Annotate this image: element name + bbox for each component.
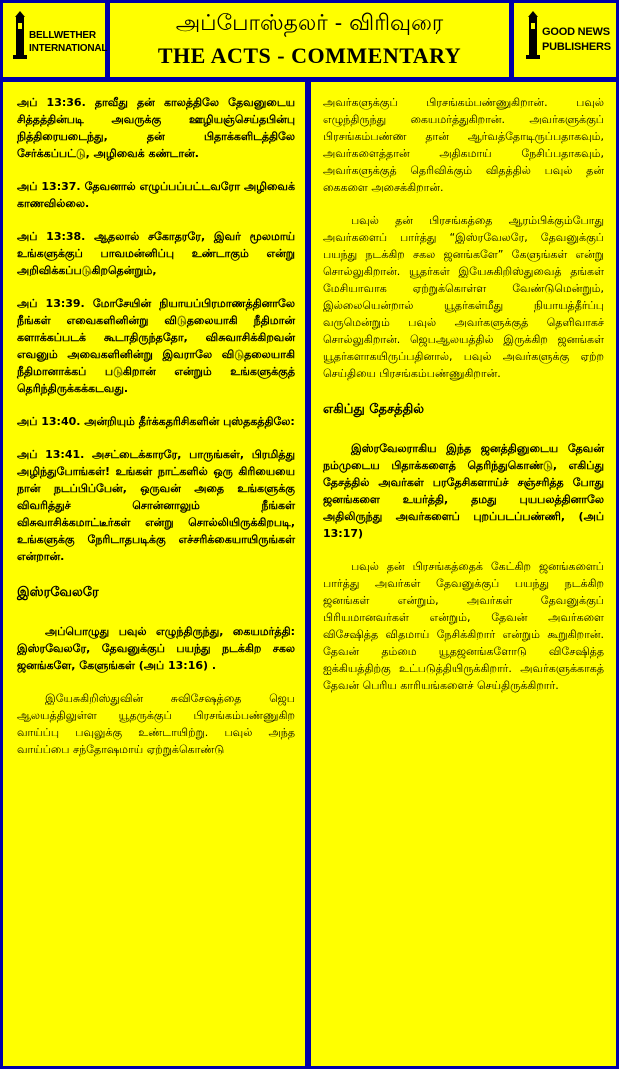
commentary-paragraph: பவுல் தன் பிரசங்கத்தை ஆரம்பிக்கும்போது அவர்களைப் பார்த்து “இஸ்ரவேலரே, தேவனுக்குப் பயந்து நடக்கிற சகல ஜனங்களே” கேளுங்கள் என்று சொல்லுகிறான். யூதர்கள் இயேசுகிறிஸ்துவைத் தங்கள் மேசியாவாக ஏற்றுக்கொள்ள வேண்டுமென்றும், இல்லையென்றால் யூதர்கள்மீது நியாயத்தீர்ப்பு வருமென்றும் பவுல் அவர்களுக்குத் தெளிவாகச் சொல்லுகிறான். ஜெபஆலயத்தில் இருக்கிற ஜனங்கள் யூதர்களாகயிருப்பதினால், பவுல் அவர்களுக்கு ஏற்ற செய்தியை பிரசங்கம்பண்ணுகிறான். [323,214,604,380]
left-column [3,82,305,1066]
left-logo-line2: INTERNATIONAL [29,43,108,54]
title-english: THE ACTS - COMMENTARY [157,43,462,68]
title-tamil: அப்போஸ்தலர் - விரிவுரை [175,11,444,36]
verse-13-38: அப் 13:38. ஆதலால் சகோதரரே, இவர் மூலமாய் உங்களுக்குப் பாவமன்னிப்பு உண்டாகும் என்று அறிவிக்கப்படுகிறதென்றும், [17,230,295,277]
title-banner [110,3,509,77]
good-news-logo [514,3,616,77]
verse-13-16-quote: அப்பொழுது பவுல் எழுந்திருந்து, கையமர்த்தி: இஸ்ரவேலரே, தேவனுக்குப் பயந்து நடக்கிற சகல ஜனங்களே, கேளுங்கள் (அப் 13:16) . [17,625,295,672]
right-column [311,82,616,1066]
commentary-paragraph: அவர்களுக்குப் பிரசங்கம்பண்ணுகிறான். பவுல் எழுந்திருந்து கையமர்த்துகிறான். அவர்களுக்குப் பிரசங்கம்பண்ண தான் ஆர்வத்தோடிருப்பதாகவும், அவர்களைத்தான் அதிகமாய் நேசிப்பதாகவும், அவர்களுக்குத் தெரிவிக்கும் விதத்தில் பவுல் தன் கைகளை அசைக்கிறான். [323,96,604,194]
verse-13-41: அப் 13:41. அசட்டைக்காரரே, பாருங்கள், பிரமித்து அழிந்துபோங்கள்! உங்கள் நாட்களில் ஒரு கிரியையை நான் நடப்பிப்பேன், ஒருவன் அதை உங்களுக்கு விவரித்துச் சொன்னாலும் நீங்கள் விசுவாசிக்கமாட்டீர்கள் என்று சொல்லியிருக்கிறபடி, உங்களுக்கு நேரிடாதபடிக்கு எச்சரிக்கையாயிருங்கள் என்றான். [17,448,295,563]
section-heading-egypt: எகிப்து தேசத்தில் [323,402,425,417]
right-logo-line1: GOOD NEWS [542,26,610,38]
bellwether-logo [3,3,108,77]
verse-13-40: அப் 13:40. அன்றியும் தீர்க்கதரிசிகளின் புஸ்தகத்திலே: [17,415,295,428]
verse-13-39: அப் 13:39. மோசேயின் நியாயப்பிரமாணத்தினாலே நீங்கள் எவைகளினின்று விடுதலையாகி நீதிமான் களாக்கப்படக் கூடாதிருந்ததோ, விசுவாசிக்கிறவன் எவனும் அவைகளினின்று இவராலே விடுதலையாகி நீதிமானாக்கப் படுகிறான் என்றும் உங்களுக்குத் தெரிந்திருக்கக்கடவது. [17,297,295,395]
verse-13-36: அப் 13:36. தாவீது தன் காலத்திலே தேவனுடைய சித்தத்தின்படி அவருக்கு ஊழியஞ்செய்தபின்பு நித்திரையடைந்து, தன் பிதாக்களிடத்திலே சேர்க்கப்பட்டு, அழிவைக் கண்டான். [17,96,295,160]
verse-13-17-quote: இஸ்ரவேலராகிய இந்த ஜனத்தினுடைய தேவன் நம்முடைய பிதாக்களைத் தெரிந்துகொண்டு, எகிப்து தேசத்தில் அவர்கள் பரதேசிகளாய்ச் சஞ்சரித்த போது ஜனங்களை உயர்த்தி, தமது புயபலத்தினாலே அதிலிருந்து அவர்களைப் புறப்படப்பண்ணி, (அப் 13:17) [323,442,604,540]
right-logo-line2: PUBLISHERS [542,41,611,53]
commentary-paragraph: பவுல் தன் பிரசங்கத்தைக் கேட்கிற ஜனங்களைப் பார்த்து அவர்கள் தேவனுக்குப் பயந்து நடக்கிற ஜனங்கள் என்றும், அவர்கள் தேவனுக்குப் பிரியமானவர்கள் என்றும், தேவன் அவர்களை விசேஷித்த விதமாய் நேசிக்கிறார் என்றும் கூறுகிறான். தேவன் தம்மை யூதஜனங்களோடு விசேஷித்த ஐக்கியத்திற்கு உட்படுத்தியிருக்கிறார். அவர்களுக்காகத் தேவன் பெரிய காரியங்களைச் செய்திருக்கிறார். [323,560,604,692]
commentary-paragraph: இயேசுகிறிஸ்துவின் சுவிசேஷத்தை ஜெப ஆலயத்திலுள்ள யூதருக்குப் பிரசங்கம்பண்ணுகிற வாய்ப்பு பவுலுக்கு உண்டாயிற்று. பவுல் அந்த வாய்ப்பை சந்தோஷமாய் ஏற்றுக்கொண்டு [17,692,295,756]
verse-13-37: அப் 13:37. தேவனால் எழுப்பப்பட்டவரோ அழிவைக் காணவில்லை. [17,180,295,210]
section-heading-israelites: இஸ்ரவேலரே [17,585,99,600]
left-logo-line1: BELLWETHER [29,30,96,41]
